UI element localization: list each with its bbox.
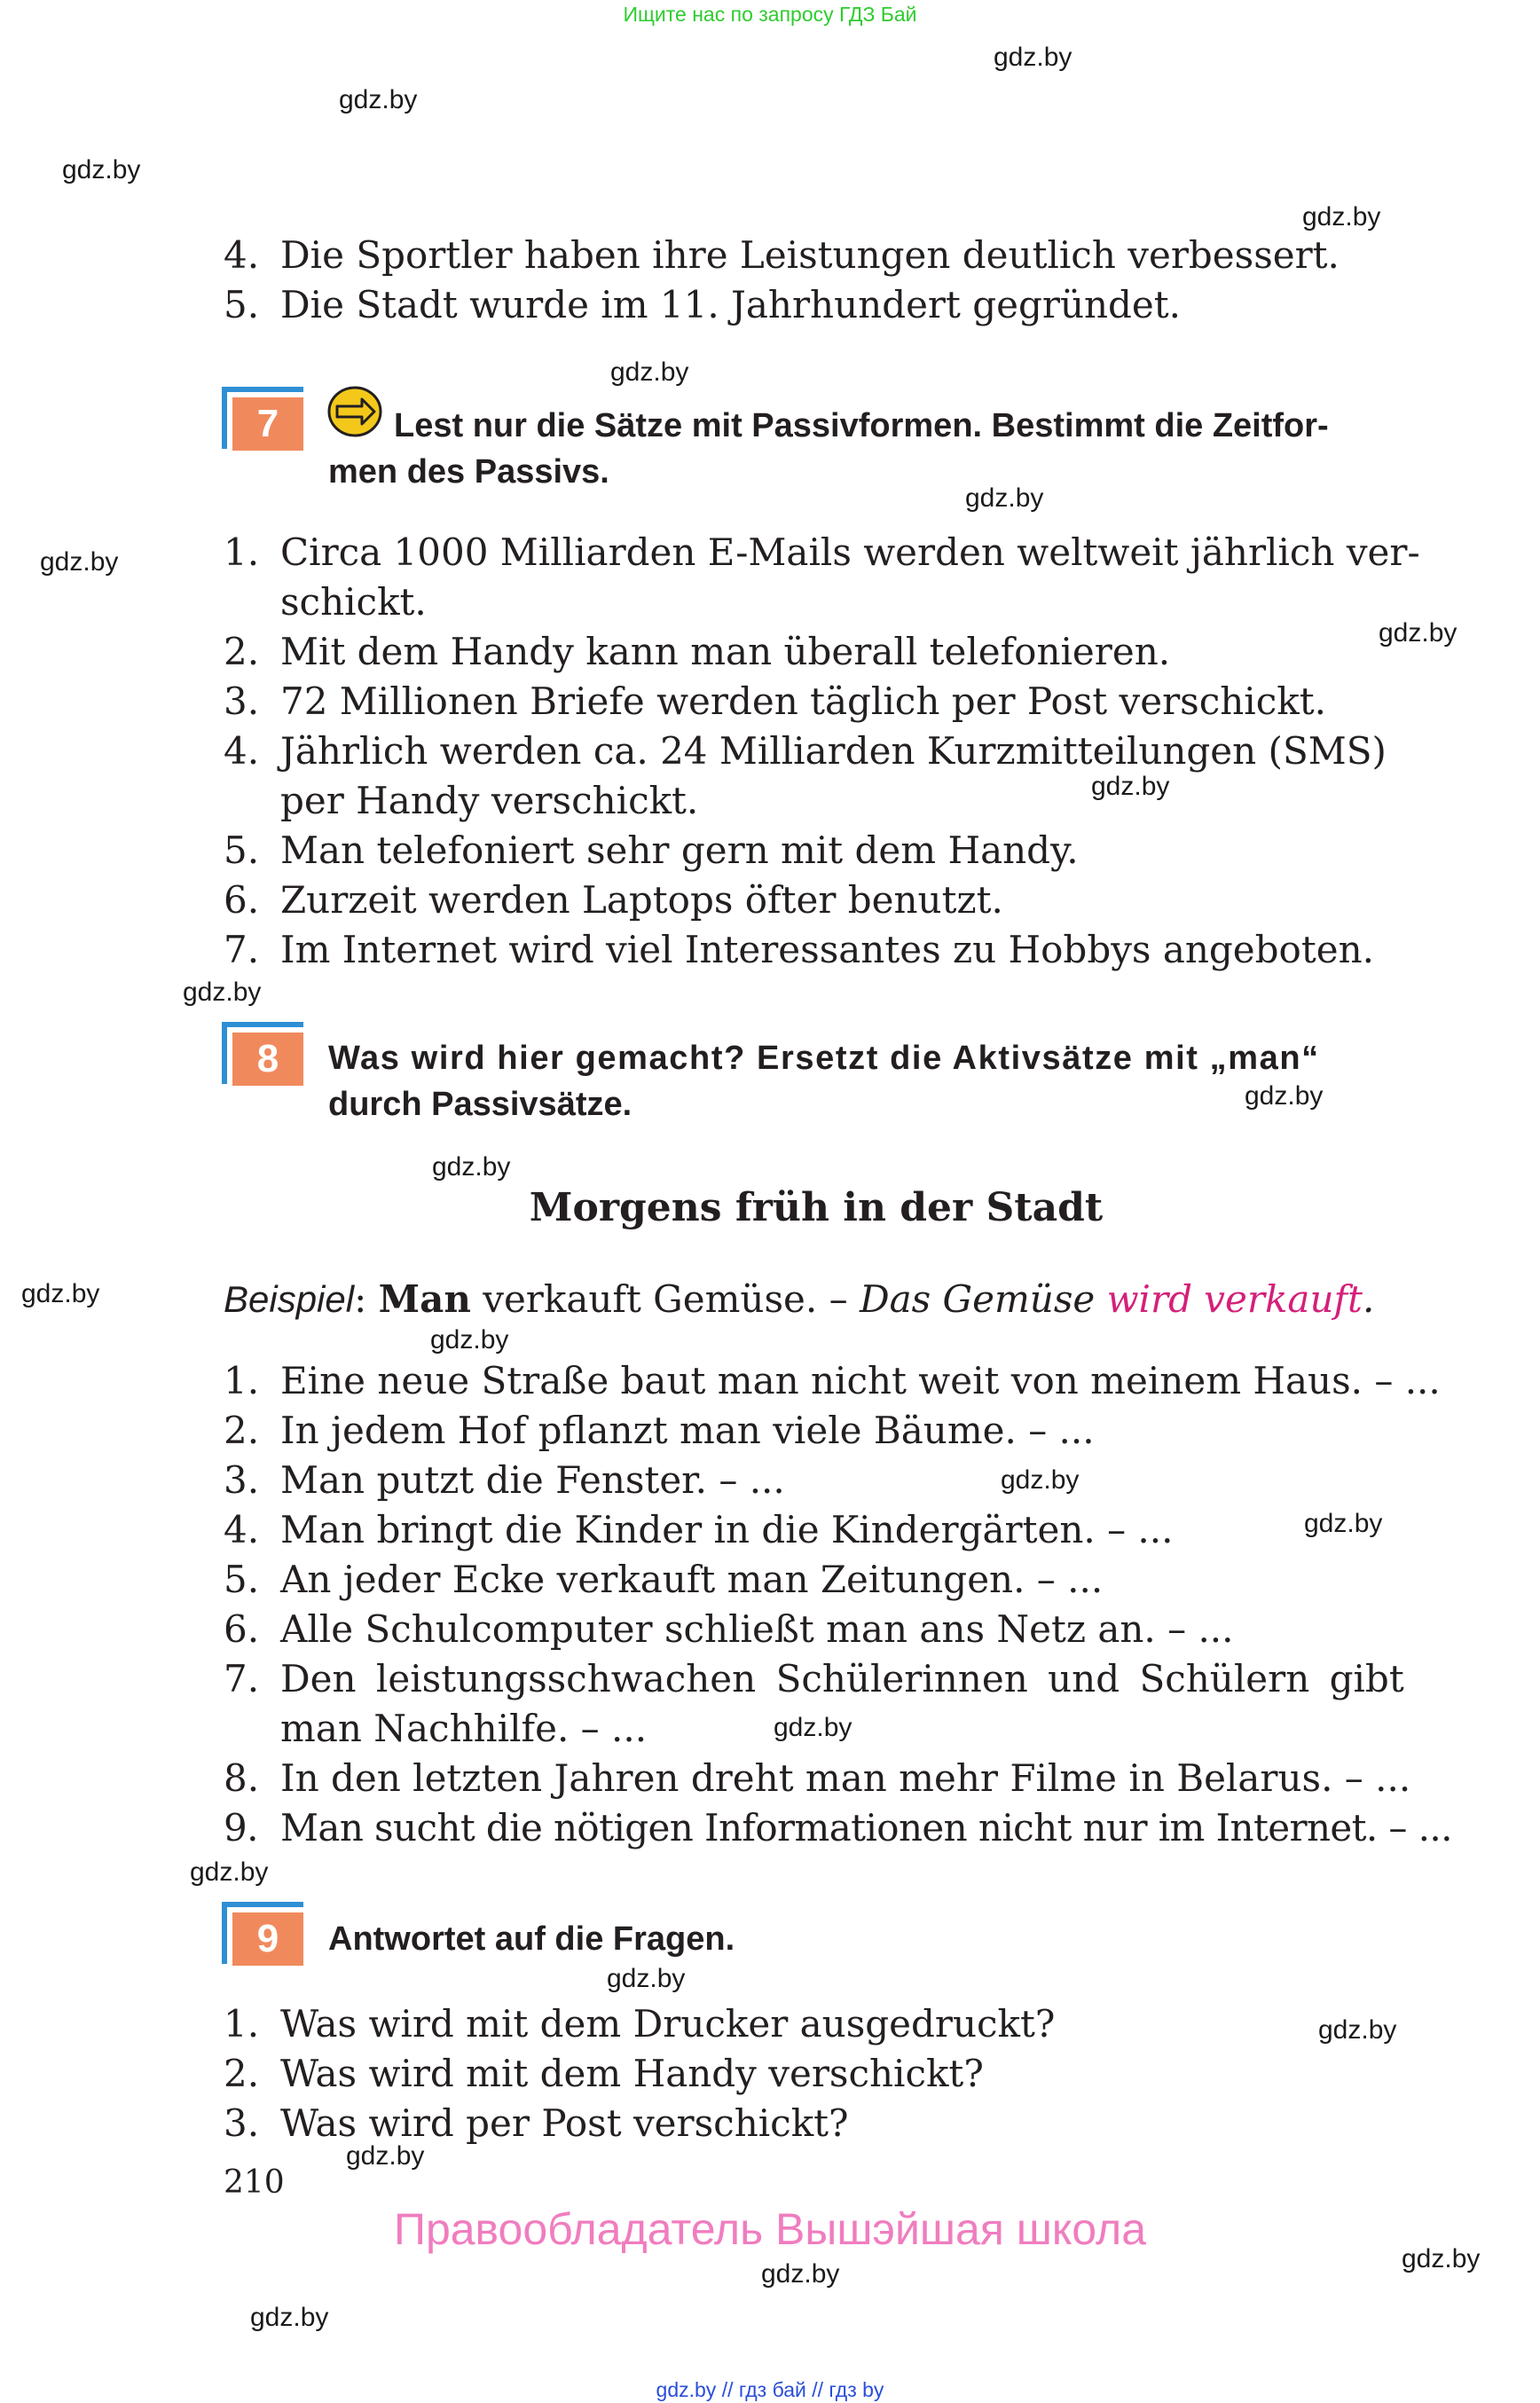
watermark: gdz.by (339, 85, 418, 114)
list-item: 4. Man bringt die Kinder in die Kindergärten. – ... (224, 1508, 1174, 1551)
arrow-right-circle-icon (326, 383, 383, 440)
list-item: 2. Mit dem Handy kann man überall telefonieren. (224, 630, 1171, 673)
watermark: gdz.by (1304, 1509, 1383, 1538)
section-heading: Morgens früh in der Stadt (529, 1185, 1104, 1230)
list-item: 6. Zurzeit werden Laptops öfter benutzt. (224, 878, 1003, 922)
list-item: 1. Was wird mit dem Drucker ausgedruckt? (224, 2002, 1056, 2046)
list-item: 4. Die Sportler haben ihre Leistungen deutlich verbessert. (224, 233, 1340, 277)
watermark: gdz.by (607, 1964, 686, 1993)
list-item: 5. Die Stadt wurde im 11. Jahrhundert gegründet. (224, 283, 1182, 326)
top-banner[interactable]: Ищите нас по запросу ГДЗ Бай (623, 3, 917, 26)
task-8-badge: 8 (222, 1022, 303, 1084)
watermark: gdz.by (346, 2141, 425, 2171)
watermark: gdz.by (1318, 2015, 1397, 2045)
watermark: gdz.by (40, 547, 119, 577)
list-item: 5. An jeder Ecke verkauft man Zeitungen. – ... (224, 1558, 1104, 1601)
watermark: gdz.by (774, 1713, 852, 1742)
list-item: 3. Was wird per Post verschickt? (224, 2101, 849, 2145)
list-item: 4. Jährlich werden ca. 24 Milliarden Kurzmitteilungen (SMS) (224, 729, 1387, 773)
task-8-instruction: Was wird hier gemacht? Ersetzt die Aktivsätze mit „man“ (328, 1040, 1320, 1077)
copyright-notice: Правообладатель Вышэйшая школа (394, 2204, 1146, 2254)
watermark: gdz.by (1245, 1081, 1324, 1111)
list-item-cont: per Handy verschickt. (280, 779, 699, 822)
watermark: gdz.by (430, 1325, 509, 1355)
list-item: 1. Circa 1000 Milliarden E-Mails werden weltweit jährlich ver- (224, 530, 1420, 574)
task-7-instruction: Lest nur die Sätze mit Passivformen. Bestimmt die Zeitfor- (394, 407, 1329, 444)
watermark: gdz.by (761, 2259, 840, 2289)
watermark: gdz.by (965, 483, 1044, 513)
list-item: 3. 72 Millionen Briefe werden täglich per Post verschickt. (224, 679, 1326, 723)
list-item: 9. Man sucht die nötigen Informationen nicht nur im Internet. – ... (224, 1806, 1452, 1849)
list-item: 7. Im Internet wird viel Interessantes zu Hobbys angeboten. (224, 928, 1374, 971)
watermark: gdz.by (1091, 772, 1170, 801)
watermark: gdz.by (1001, 1465, 1080, 1495)
task-9-instruction: Antwortet auf die Fragen. (328, 1920, 735, 1958)
list-item-cont: schickt. (280, 580, 427, 624)
example-sentence: Beispiel: Man verkauft Gemüse. – Das Gemüse wird verkauft. (224, 1277, 1375, 1321)
watermark: gdz.by (610, 357, 689, 387)
task-7-badge: 7 (222, 387, 303, 449)
list-item: 3. Man putzt die Fenster. – ... (224, 1458, 785, 1502)
list-item: 6. Alle Schulcomputer schließt man ans Netz an. – ... (224, 1607, 1234, 1651)
watermark: gdz.by (21, 1279, 100, 1308)
watermark: gdz.by (1302, 202, 1381, 232)
watermark: gdz.by (183, 978, 262, 1007)
list-item: 8. In den letzten Jahren dreht man mehr Filme in Belarus. – ... (224, 1756, 1411, 1800)
watermark: gdz.by (62, 155, 141, 185)
watermark: gdz.by (190, 1857, 269, 1887)
footer-links[interactable]: gdz.by // гдз бай // гдз by (656, 2378, 884, 2401)
list-item: 2. Was wird mit dem Handy verschickt? (224, 2052, 984, 2095)
list-item-cont: man Nachhilfe. – ... (280, 1707, 648, 1750)
list-item: 5. Man telefoniert sehr gern mit dem Handy. (224, 828, 1079, 872)
watermark: gdz.by (250, 2303, 329, 2332)
task-8-instruction-cont: durch Passivsätze. (328, 1086, 632, 1123)
watermark: gdz.by (432, 1152, 511, 1182)
watermark: gdz.by (1379, 618, 1458, 648)
list-item: 2. In jedem Hof pflanzt man viele Bäume. – ... (224, 1409, 1095, 1452)
watermark: gdz.by (1402, 2244, 1481, 2273)
task-7-instruction-cont: men des Passivs. (328, 453, 609, 491)
list-item: 1. Eine neue Straße baut man nicht weit von meinem Haus. – ... (224, 1359, 1441, 1402)
watermark: gdz.by (994, 43, 1072, 72)
list-item: 7. Den leistungsschwachen Schülerinnen und Schülern gibt (224, 1657, 1404, 1700)
page-number: 210 (224, 2164, 285, 2201)
task-9-badge: 9 (222, 1902, 303, 1964)
